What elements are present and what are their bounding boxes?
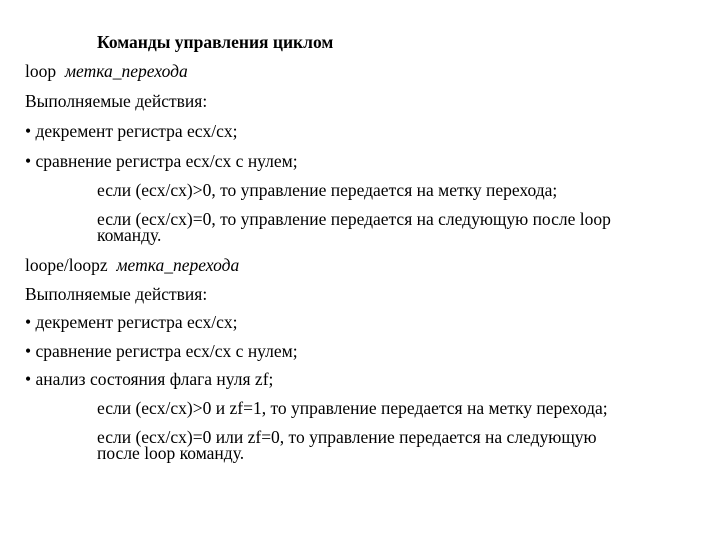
loope-condition-equal-cont: после loop команду. (97, 443, 245, 463)
loop-condition-equal-cont: команду. (97, 225, 162, 245)
loope-syntax (25, 256, 239, 275)
page-title: Команды управления циклом (97, 32, 334, 52)
loop-bullet-compare: • сравнение регистра ecx/cx с нулем; (25, 151, 298, 171)
loope-bullet-decrement: • декремент регистра ecx/cx; (25, 312, 238, 332)
loop-syntax (25, 62, 188, 81)
loope-operand: метка_перехода (116, 255, 240, 275)
loop-condition-equal: если (ecx/cx)=0, то управление передается на следующую после loop (97, 209, 611, 229)
loope-command: loope/loopz (25, 255, 108, 275)
loope-condition-greater: если (ecx/cx)>0 и zf=1, то управление передается на метку перехода; (97, 398, 608, 418)
loope-bullet-compare: • сравнение регистра ecx/cx с нулем; (25, 341, 298, 361)
loop-operand: метка_перехода (64, 61, 188, 81)
loop-condition-greater: если (ecx/cx)>0, то управление передается на метку перехода; (97, 180, 558, 200)
loope-actions-heading: Выполняемые действия: (25, 284, 208, 304)
loope-condition-equal: если (ecx/cx)=0 или zf=0, то управление передается на следующую (97, 427, 597, 447)
loop-bullet-decrement: • декремент регистра ecx/cx; (25, 121, 238, 141)
loop-command: loop (25, 61, 57, 81)
loop-actions-heading: Выполняемые действия: (25, 91, 208, 111)
loope-bullet-zf: • анализ состояния флага нуля zf; (25, 369, 274, 389)
